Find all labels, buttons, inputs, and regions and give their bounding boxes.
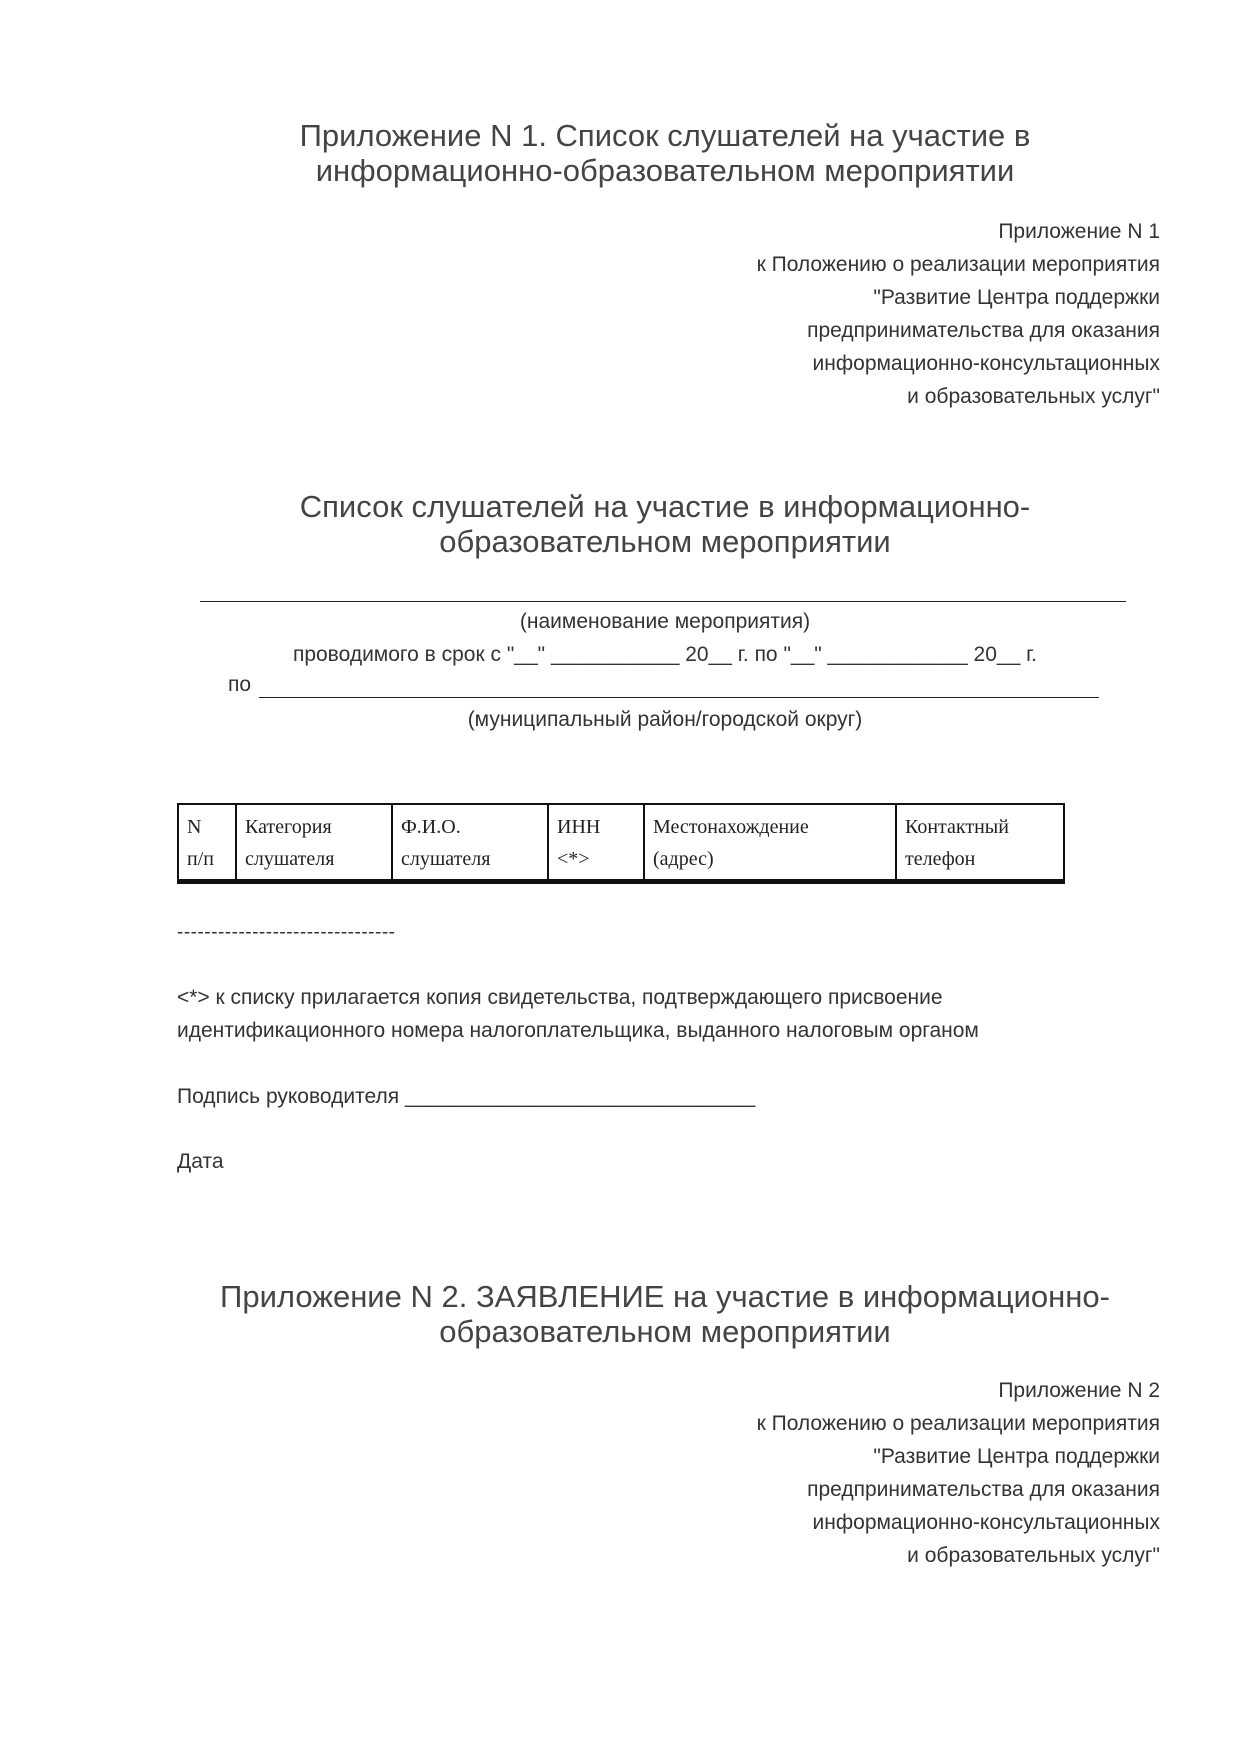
header-text: Контактный — [905, 816, 1009, 838]
header-text: слушателя — [401, 848, 491, 870]
appendix1-heading-line: Приложение N 1. Список слушателей на участие в — [299, 118, 1031, 153]
appendix2-heading — [170, 1279, 1160, 1349]
header-text: слушателя — [245, 848, 335, 870]
header-text: п/п — [187, 848, 214, 870]
appendix1-heading — [170, 118, 1160, 188]
table-header-row — [178, 804, 1064, 882]
document-title — [170, 489, 1160, 559]
reference-line: предпринимательства для оказания — [807, 319, 1160, 342]
footnote — [177, 981, 979, 1047]
table-header-cell — [644, 804, 896, 882]
appendix2-heading-line: образовательном мероприятии — [439, 1314, 891, 1349]
header-text: ИНН — [557, 816, 601, 838]
header-text: Ф.И.О. — [401, 816, 461, 838]
document-title-line: Список слушателей на участие в информационно- — [299, 489, 1031, 524]
table-header-cell — [178, 804, 236, 882]
period-line: проводимого в срок с "__" ___________ 20__ г. по "__" ____________ 20__ г. — [292, 643, 1038, 666]
location-caption: (муниципальный район/городской округ) — [467, 708, 863, 731]
table-header-cell — [548, 804, 644, 882]
reference-line: к Положению о реализации мероприятия — [756, 1412, 1160, 1435]
reference-line: и образовательных услуг" — [907, 385, 1160, 408]
header-text: Категория — [245, 816, 332, 838]
location-prefix: по — [228, 673, 252, 696]
signature-label: Подпись руководителя ______________________________ — [177, 1085, 756, 1108]
listeners-table — [177, 803, 1065, 884]
reference-line: информационно-консультационных — [812, 1511, 1160, 1534]
appendix1-heading-line: информационно-образовательном мероприятии — [315, 153, 1015, 188]
appendix2-reference — [600, 1374, 1160, 1572]
table-header-cell — [236, 804, 392, 882]
header-text: <*> — [557, 848, 590, 870]
appendix1-reference — [600, 215, 1160, 413]
footnote-line: <*> к списку прилагается копия свидетельства, подтверждающего присвоение — [177, 986, 943, 1009]
event-caption: (наименование мероприятия) — [519, 610, 811, 633]
location-line — [259, 697, 1099, 698]
reference-line: "Развитие Центра поддержки — [873, 1445, 1160, 1468]
date-label: Дата — [177, 1150, 224, 1173]
footnote-separator: -------------------------------- — [177, 922, 396, 943]
reference-line: предпринимательства для оказания — [807, 1478, 1160, 1501]
reference-line: информационно-консультационных — [812, 352, 1160, 375]
table-header-cell — [896, 804, 1064, 882]
table-header-cell — [392, 804, 548, 882]
reference-line: Приложение N 2 — [998, 1379, 1160, 1402]
reference-line: "Развитие Центра поддержки — [873, 286, 1160, 309]
event-name-line — [200, 601, 1126, 602]
header-text: (адрес) — [653, 848, 714, 870]
reference-line: к Положению о реализации мероприятия — [756, 253, 1160, 276]
reference-line: Приложение N 1 — [998, 220, 1160, 243]
document-title-line: образовательном мероприятии — [439, 524, 891, 559]
appendix2-heading-line: Приложение N 2. ЗАЯВЛЕНИЕ на участие в информационно- — [220, 1279, 1110, 1314]
header-text: N — [187, 816, 202, 838]
reference-line: и образовательных услуг" — [907, 1544, 1160, 1567]
footnote-line: идентификационного номера налогоплательщика, выданного налоговым органом — [177, 1019, 979, 1042]
header-text: телефон — [905, 848, 976, 870]
header-text: Местонахождение — [653, 816, 809, 838]
